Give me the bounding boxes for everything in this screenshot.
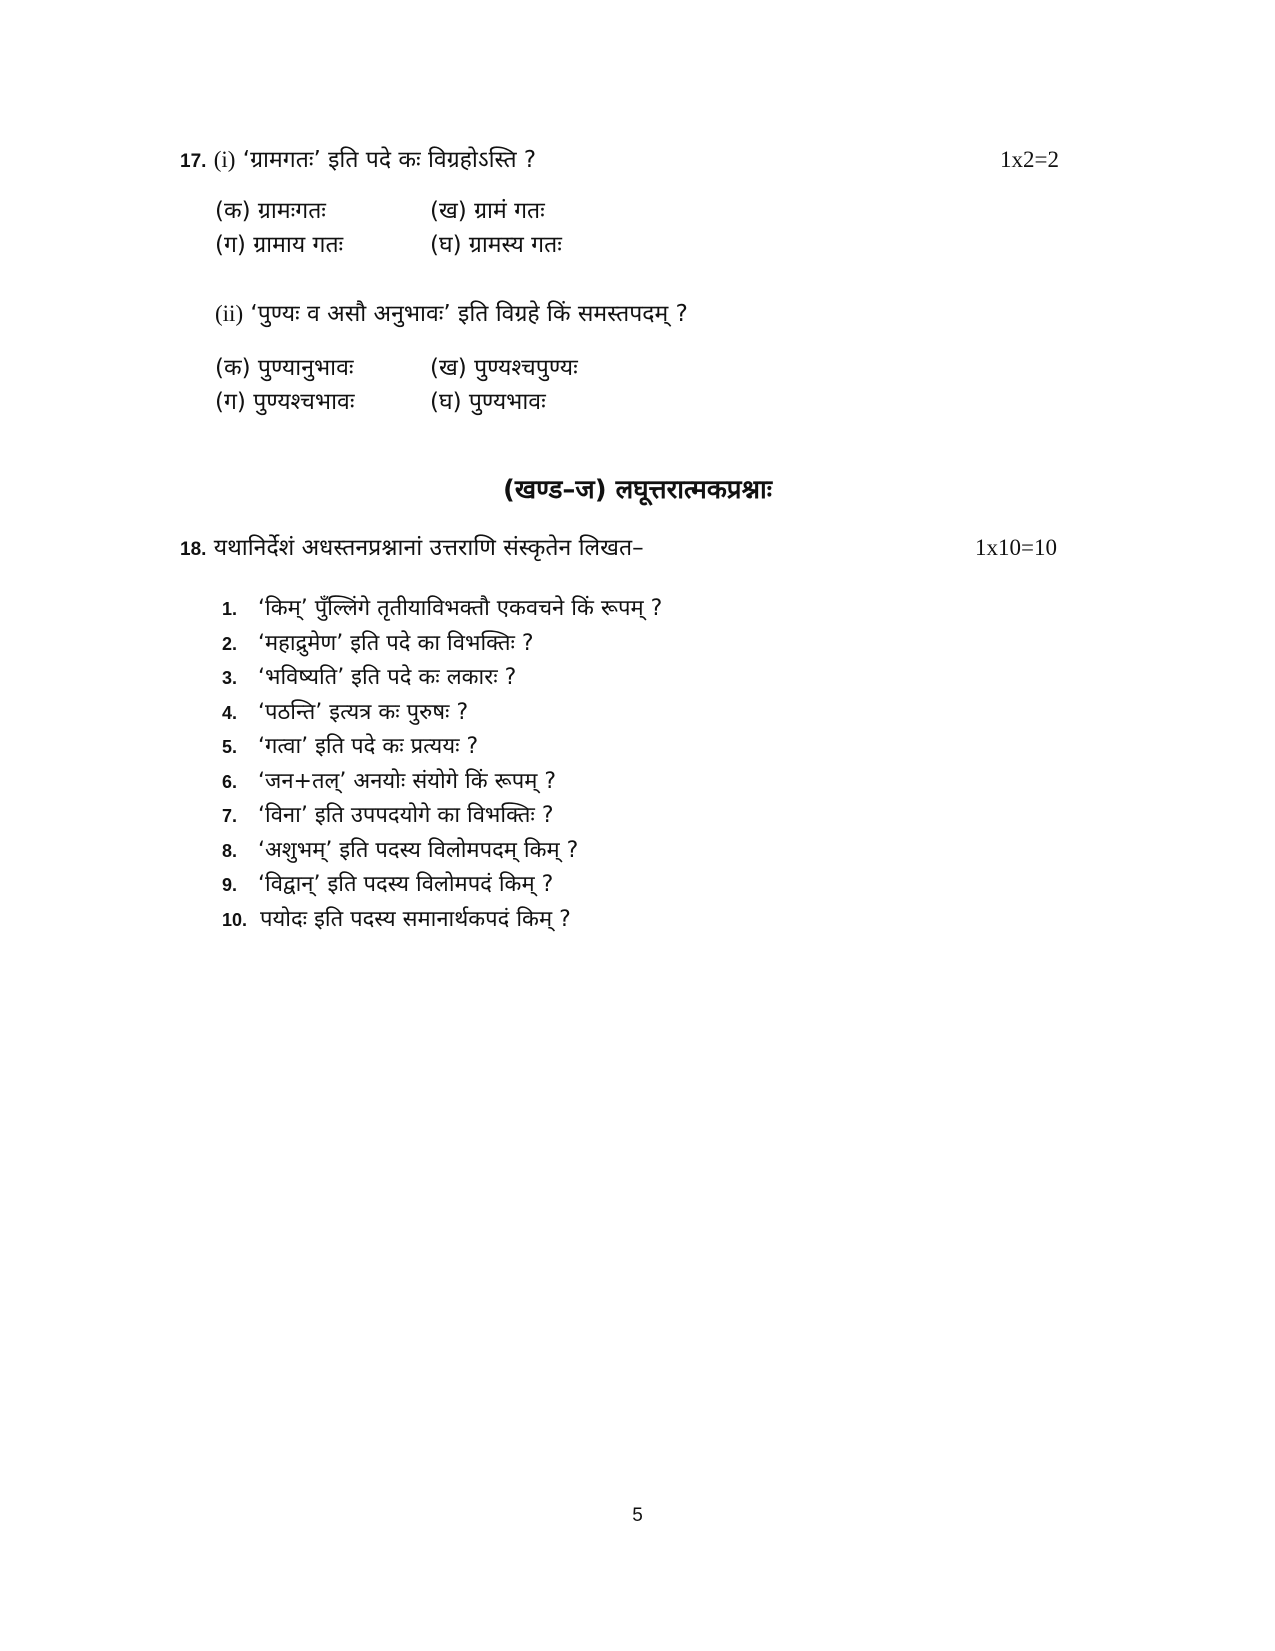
item-number: 10. — [222, 909, 248, 930]
question-18-prompt: यथानिर्देशं अधस्तनप्रश्नानां उत्तराणि संस्कृतेन लिखत– — [213, 535, 644, 561]
question-17-part-2-option-ka: (क) पुण्यानुभावः — [215, 355, 354, 381]
item-text: ‘महाद्रुमेण’ इति पदे का विभक्तिः ? — [258, 630, 534, 656]
item-number: 6. — [222, 771, 238, 792]
item-text: ‘पठन्ति’ इत्यत्र कः पुरुषः ? — [258, 699, 469, 725]
question-17-part-2-option-gha: (घ) पुण्यभावः — [430, 389, 546, 415]
item-number: 4. — [222, 702, 238, 723]
question-17-part-2-prompt: ‘पुण्यः व असौ अनुभावः’ इति विग्रहे किं समस्तपदम् ? — [250, 301, 688, 327]
item-text: ‘जन+तल्’ अनयोः संयोगे किं रूपम् ? — [258, 768, 557, 794]
question-18-text — [180, 533, 644, 565]
question-17-marks: 1x2=2 — [1000, 147, 1059, 172]
question-17-number: 17. — [180, 151, 207, 172]
question-17-part-1-prompt: ‘ग्रामगतः’ इति पदे कः विग्रहोऽस्ति ? — [242, 147, 537, 173]
question-17-part-2-label: (ii) — [215, 301, 244, 326]
item-text: ‘गत्वा’ इति पदे कः प्रत्ययः ? — [258, 734, 479, 759]
question-18-item — [222, 698, 662, 733]
item-number: 3. — [222, 668, 238, 688]
section-heading: (खण्ड–ज) लघूत्तरात्मकप्रश्नाः — [503, 475, 772, 505]
question-17-part-1-option-ka: (क) ग्रामःगतः — [215, 198, 326, 224]
question-18-item — [222, 594, 662, 629]
question-18-marks: 1x10=10 — [975, 535, 1057, 560]
item-text: ‘विना’ इति उपपदयोगे का विभक्तिः ? — [258, 803, 554, 828]
item-text: ‘किम्’ पुँल्लिंगे तृतीयाविभक्तौ एकवचने किं रूपम् ? — [258, 596, 663, 621]
item-number: 5. — [222, 737, 238, 757]
question-18-item — [222, 663, 662, 698]
question-17-part-2-text — [215, 299, 688, 329]
question-18-item — [222, 732, 662, 767]
item-number: 7. — [222, 806, 238, 826]
question-18-item — [222, 629, 662, 664]
item-text: पयोदः इति पदस्य समानार्थकपदं किम् ? — [260, 906, 571, 932]
question-18-item — [222, 801, 662, 836]
question-17-part-1-option-gha: (घ) ग्रामस्य गतः — [430, 232, 562, 258]
question-17-part-2-option-ga: (ग) पुण्यश्चभावः — [215, 389, 355, 415]
question-18-item — [222, 836, 662, 871]
question-18-item — [222, 870, 662, 905]
question-17-part-2-option-kha: (ख) पुण्यश्चपुण्यः — [430, 355, 578, 381]
question-17-part-1-text — [180, 145, 536, 177]
question-17-part-1-label: (i) — [213, 147, 236, 172]
page-number: 5 — [632, 1505, 643, 1526]
question-18-item — [222, 905, 662, 940]
item-text: ‘विद्वान्’ इति पदस्य विलोमपदं किम् ? — [258, 872, 554, 897]
item-number: 9. — [222, 875, 238, 895]
item-number: 8. — [222, 840, 238, 861]
item-text: ‘भविष्यति’ इति पदे कः लकारः ? — [258, 665, 517, 690]
question-18-items — [222, 594, 662, 939]
item-number: 1. — [222, 599, 238, 619]
question-17-part-1-option-kha: (ख) ग्रामं गतः — [430, 198, 545, 224]
item-text: ‘अशुभम्’ इति पदस्य विलोमपदम् किम् ? — [258, 837, 579, 863]
question-18-number: 18. — [180, 539, 207, 560]
item-number: 2. — [222, 633, 238, 654]
question-18-item — [222, 767, 662, 802]
question-17-part-1-option-ga: (ग) ग्रामाय गतः — [215, 232, 344, 258]
